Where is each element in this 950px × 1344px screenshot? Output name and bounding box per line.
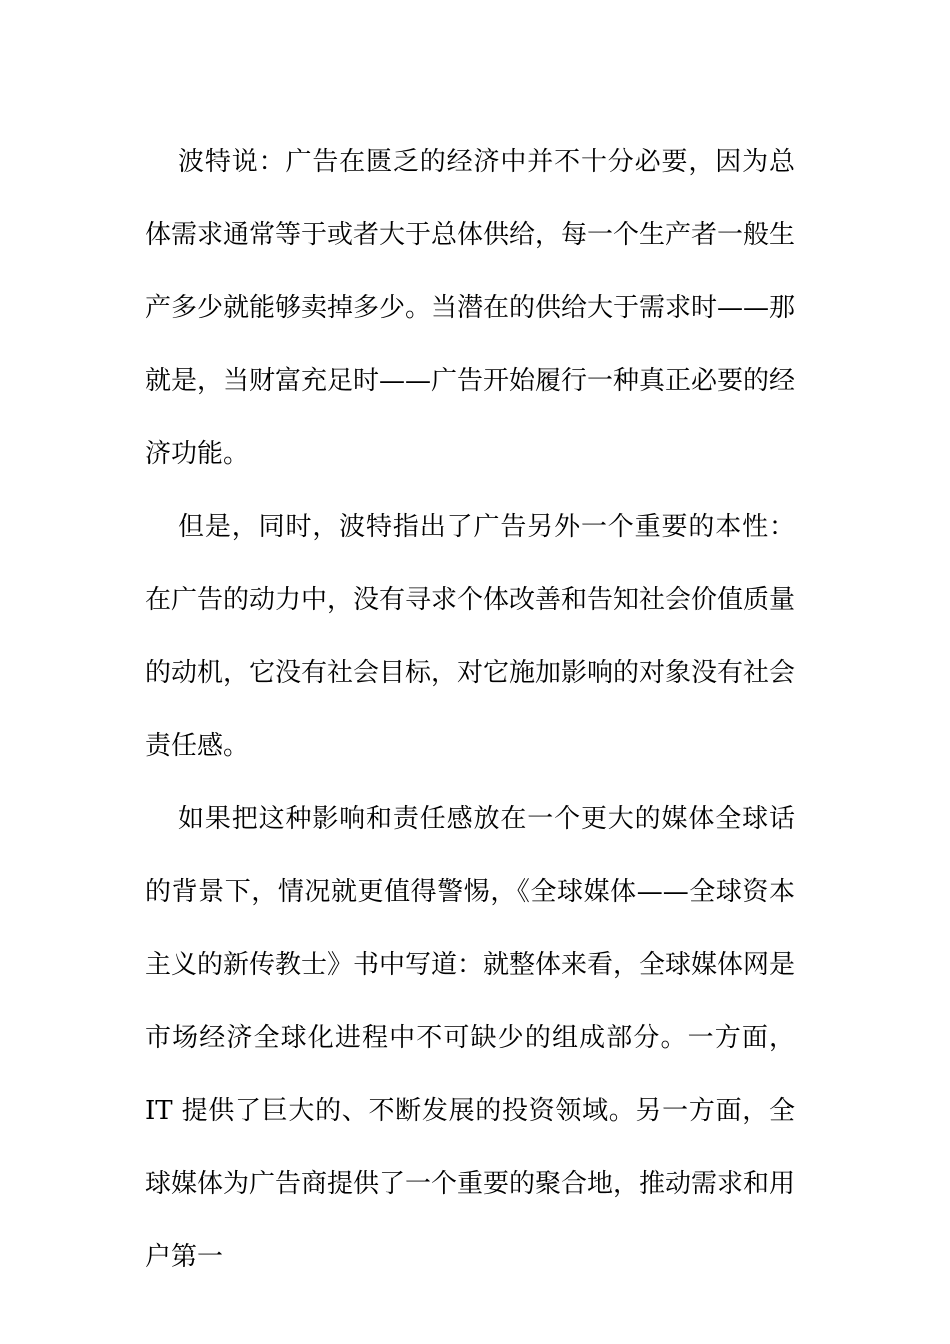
paragraph-3: 如果把这种影响和责任感放在一个更大的媒体全球话的背景下，情况就更值得警惕，《全球媒体——全球资本主义的新传教士》书中写道：就整体来看，全球媒体网是市场经济全球化进程中不可缺少的组成部分。一方面，IT 提供了巨大的、不断发展的投资领域。另一方面，全球媒体为广告商提供了一个重要的聚合地，推动需求和用户第一 [145, 804, 796, 1272]
paragraph-2: 但是，同时，波特指出了广告另外一个重要的本性：在广告的动力中，没有寻求个体改善和告知社会价值质量的动机，它没有社会目标，对它施加影响的对象没有社会责任感。 [145, 512, 796, 761]
document-body [145, 126, 795, 1294]
paragraph-1: 波特说：广告在匮乏的经济中并不十分必要，因为总体需求通常等于或者大于总体供给，每一个生产者一般生产多少就能够卖掉多少。当潜在的供给大于需求时——那就是，当财富充足时——广告开始履行一种真正必要的经济功能。 [145, 147, 796, 469]
